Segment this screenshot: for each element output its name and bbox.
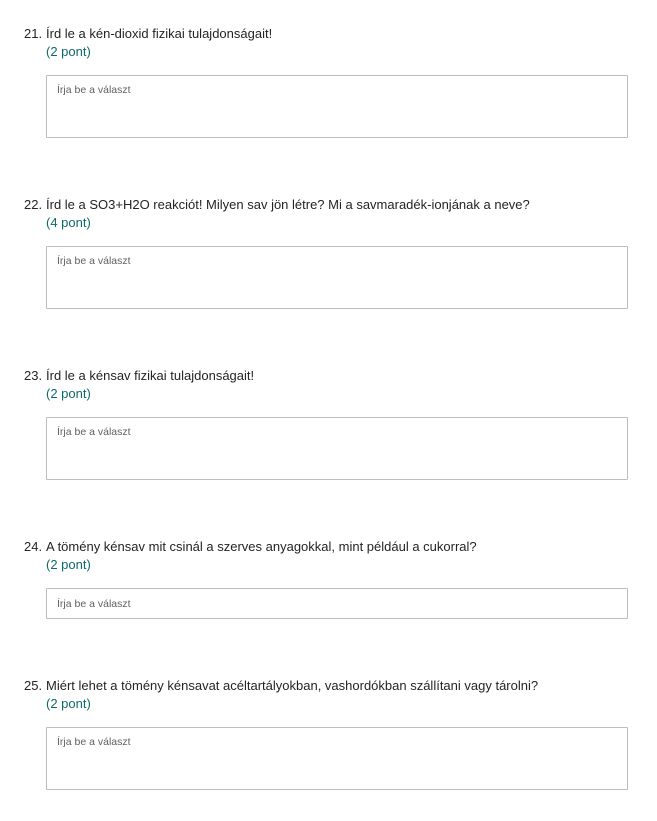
answer-placeholder: Írja be a választ [57,426,131,438]
question-text: Írd le a kén-dioxid fizikai tulajdonságait! [46,26,273,41]
question-text: Miért lehet a tömény kénsavat acéltartályokban, vashordókban szállítani vagy tárolni? [46,678,539,693]
question-text: Írd le a kénsav fizikai tulajdonságait! [46,368,255,383]
question-points: (2 pont) [46,44,91,59]
question-number: 25. [24,678,43,693]
question-title [24,678,538,694]
answer-input[interactable] [46,727,628,790]
question-title [24,539,477,555]
question-points: (2 pont) [46,696,91,711]
answer-placeholder: Írja be a választ [57,255,131,267]
answer-input[interactable] [46,246,628,309]
question-title [24,197,530,213]
question-text: A tömény kénsav mit csinál a szerves anyagokkal, mint például a cukorral? [46,539,477,554]
answer-input[interactable] [46,75,628,138]
question-text: Írd le a SO3+H2O reakciót! Milyen sav jön létre? Mi a savmaradék-ionjának a neve? [46,197,530,212]
answer-input[interactable] [46,417,628,480]
question-number: 21. [24,26,43,41]
question-points: (2 pont) [46,386,91,401]
question-points: (2 pont) [46,557,91,572]
question-number: 23. [24,368,43,383]
question-title [24,368,254,384]
answer-placeholder: Írja be a választ [57,736,131,748]
answer-placeholder: Írja be a választ [57,84,131,96]
question-title [24,26,272,42]
question-number: 22. [24,197,43,212]
question-number: 24. [24,539,43,554]
question-points: (4 pont) [46,215,91,230]
answer-input[interactable] [46,588,628,619]
answer-placeholder: Írja be a választ [57,598,131,610]
